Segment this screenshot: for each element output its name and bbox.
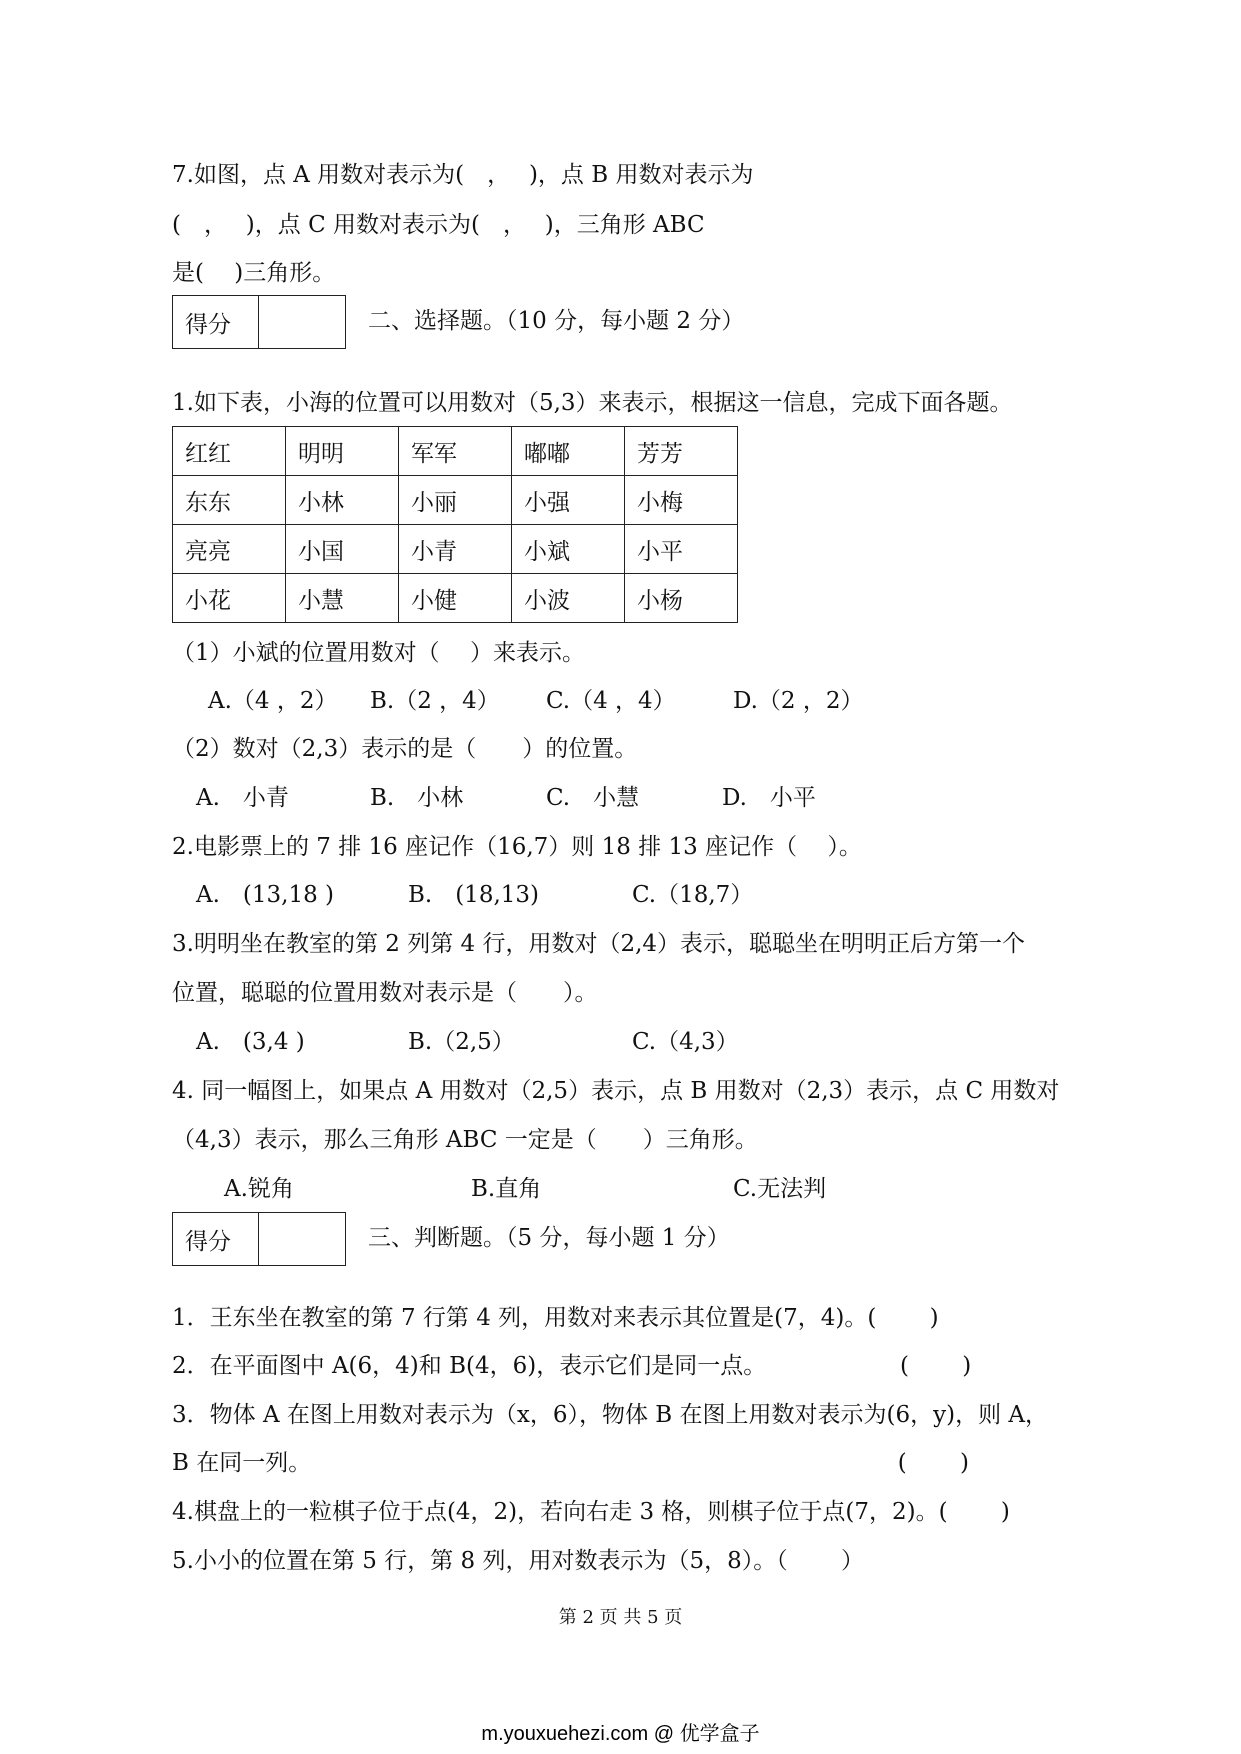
option: A.锐角 [224,1176,294,1202]
table-cell: 小斌 [512,525,625,574]
judge-item-4: 4.棋盘上的一粒棋子位于点(4，2)，若向右走 3 格，则棋子位于点(7，2)。( ) [172,1499,1010,1525]
q7-line-2: ( ， )，点 C 用数对表示为( ， )，三角形 ABC [172,212,705,238]
s2-q1-2: （2）数对（2,3）表示的是（ ）的位置。 [172,736,638,762]
page-footer: 第 2 页 共 5 页 [558,1607,683,1628]
option: C.（18,7） [632,882,754,908]
table-row [173,574,738,623]
option: B.（2 ，4） [370,688,500,714]
judge-item-3-line-2: B 在同一列。 ( ) [172,1450,969,1476]
score-blank[interactable] [259,1213,345,1265]
option: D.（2 ，2） [733,688,864,714]
table-row [173,476,738,525]
table-cell: 小杨 [625,574,738,623]
table-cell: 小慧 [286,574,399,623]
score-box-section-3 [172,1212,346,1266]
option: B. (18,13) [408,882,540,908]
table-cell: 嘟嘟 [512,427,625,476]
option: C.无法判 [733,1176,827,1202]
table-row [173,427,738,476]
table-cell: 芳芳 [625,427,738,476]
option: D. 小平 [722,785,816,811]
table-cell: 小梅 [625,476,738,525]
table-cell: 军军 [399,427,512,476]
s2-q4-line-2: （4,3）表示，那么三角形 ABC 一定是（ ）三角形。 [172,1127,758,1153]
option: C.（4 ，4） [546,688,676,714]
table-cell: 小波 [512,574,625,623]
judge-item-2: 2．在平面图中 A(6，4)和 B(4，6)，表示它们是同一点。 ( ) [172,1353,972,1379]
score-label: 得分 [173,296,259,348]
s2-q2: 2.电影票上的 7 排 16 座记作（16,7）则 18 排 13 座记作（ ）。 [172,834,862,860]
table-cell: 小强 [512,476,625,525]
seat-table [172,426,738,623]
judge-item-3-line-1: 3．物体 A 在图上用数对表示为（x，6），物体 B 在图上用数对表示为(6，y)，则 A， [172,1402,1048,1428]
option: B. 小林 [370,785,464,811]
table-row [173,525,738,574]
section-2-title: 二、选择题。（10 分，每小题 2 分） [368,308,745,334]
table-cell: 小平 [625,525,738,574]
table-cell: 小青 [399,525,512,574]
table-cell: 东东 [173,476,286,525]
judge-item-5: 5.小小的位置在第 5 行，第 8 列，用对数表示为（5，8）。（ ） [172,1548,865,1574]
option: A.（4 ，2） [208,688,338,714]
option: A. (3,4 ) [196,1029,305,1055]
option: B.（2,5） [408,1029,515,1055]
option: A. 小青 [196,785,289,811]
option: C. 小慧 [546,785,640,811]
option: C.（4,3） [632,1029,739,1055]
table-cell: 红红 [173,427,286,476]
option: B.直角 [471,1176,542,1202]
judge-item-1: 1．王东坐在教室的第 7 行第 4 列，用数对来表示其位置是(7，4)。( ) [172,1305,939,1331]
table-cell: 小国 [286,525,399,574]
s2-q3-line-1: 3.明明坐在教室的第 2 列第 4 行，用数对（2,4）表示，聪聪坐在明明正后方第一个 [172,931,1026,957]
option: A. (13,18 ) [196,882,335,908]
score-box-section-2 [172,295,346,349]
table-cell: 小花 [173,574,286,623]
q7-line-3: 是( )三角形。 [172,260,336,286]
table-cell: 小丽 [399,476,512,525]
s2-q4-line-1: 4. 同一幅图上，如果点 A 用数对（2,5）表示，点 B 用数对（2,3）表示，点 C 用数对 [172,1078,1060,1104]
watermark: m.youxuehezi.com @ 优学盒子 [481,1723,760,1745]
score-blank[interactable] [259,296,345,348]
s2-q1-stem: 1.如下表，小海的位置可以用数对（5,3）来表示，根据这一信息，完成下面各题。 [172,390,1013,416]
q7-line-1: 7.如图，点 A 用数对表示为( ， )，点 B 用数对表示为 [172,162,754,188]
score-label: 得分 [173,1213,259,1265]
s2-q1-1: （1）小斌的位置用数对（ ）来表示。 [172,640,585,666]
table-cell: 小健 [399,574,512,623]
table-cell: 小林 [286,476,399,525]
s2-q3-line-2: 位置，聪聪的位置用数对表示是（ ）。 [172,980,598,1006]
table-cell: 亮亮 [173,525,286,574]
table-cell: 明明 [286,427,399,476]
section-3-title: 三、判断题。（5 分，每小题 1 分） [368,1225,730,1251]
